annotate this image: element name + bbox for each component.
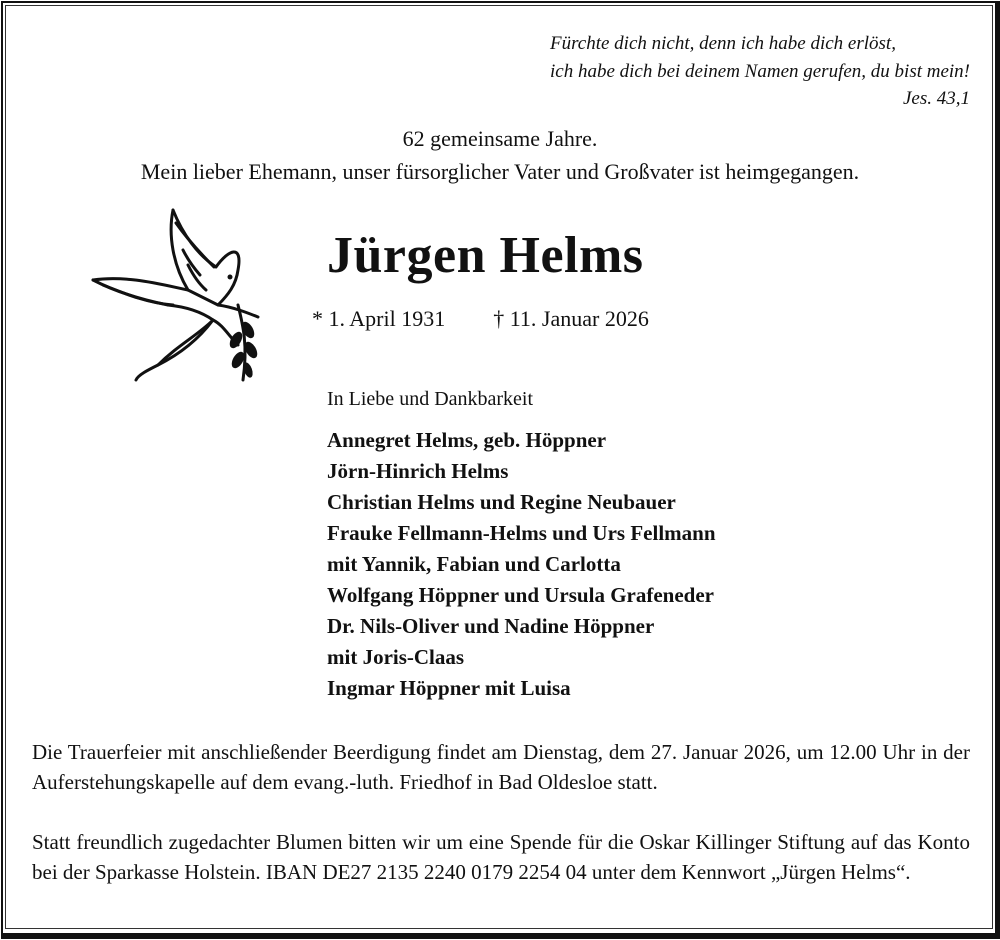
mourner-line: Jörn-Hinrich Helms <box>327 459 509 483</box>
life-dates <box>312 306 697 332</box>
intro-text <box>0 122 1000 188</box>
funeral-details: Die Trauerfeier mit anschließender Beerdigung findet am Dienstag, dem 27. Januar 2026, um 12.00 Uhr in der Auferstehungskapelle auf dem evang.-luth. Friedhof in Bad Oldesloe statt. <box>32 740 970 794</box>
bible-verse <box>550 30 970 86</box>
mourners-list <box>327 425 716 704</box>
verse-reference: Jes. 43,1 <box>902 88 970 109</box>
mourner-line: mit Yannik, Fabian und Carlotta <box>327 552 621 576</box>
donation-request: Statt freundlich zugedachter Blumen bitten wir um eine Spende für die Oskar Killinger Stiftung auf das Konto bei der Sparkasse Holstein. IBAN DE27 2135 2240 0179 2254 04 unter dem Kennwort „Jürgen Helms“. <box>32 830 970 884</box>
mourner-line: Christian Helms und Regine Neubauer <box>327 490 676 514</box>
mourners-heading: In Liebe und Dankbarkeit <box>327 388 534 410</box>
mourner-line: mit Joris-Claas <box>327 645 465 669</box>
mourner-line: Frauke Fellmann-Helms und Urs Fellmann <box>327 521 716 545</box>
dove-with-olive-branch-icon <box>88 205 278 385</box>
mourner-line: Wolfgang Höppner und Ursula Grafeneder <box>327 583 714 607</box>
verse-line: ich habe dich bei deinem Namen gerufen, du bist mein! <box>549 61 970 82</box>
mourner-line: Dr. Nils-Oliver und Nadine Höppner <box>327 614 655 638</box>
verse-line: Fürchte dich nicht, denn ich habe dich erlöst, <box>549 33 896 54</box>
intro-line: Mein lieber Ehemann, unser fürsorglicher Vater und Großvater ist heimgegangen. <box>140 159 860 184</box>
intro-line: 62 gemeinsame Jahre. <box>402 126 598 151</box>
deceased-name: Jürgen Helms <box>327 227 644 284</box>
birth-date: * 1. April 1931 <box>312 306 446 331</box>
mourner-line: Ingmar Höppner mit Luisa <box>327 676 571 700</box>
death-date: † 11. Januar 2026 <box>493 306 649 331</box>
mourner-line: Annegret Helms, geb. Höppner <box>327 428 607 452</box>
